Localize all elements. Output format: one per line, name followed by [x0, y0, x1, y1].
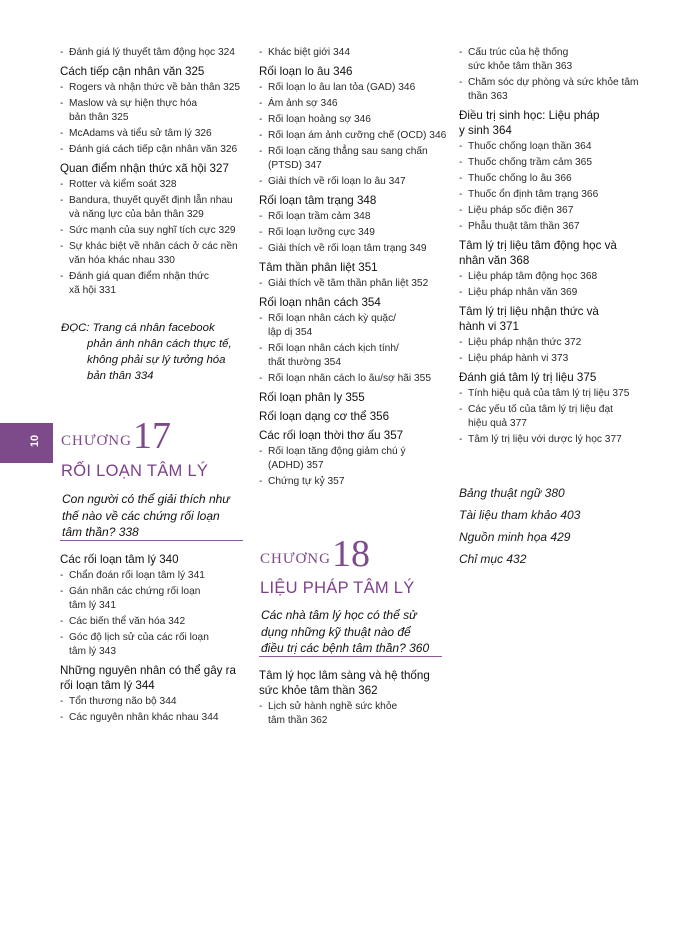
toc-entry-text: Rối loạn lo âu 346: [259, 65, 353, 78]
toc-subentry: [259, 97, 447, 111]
bullet-dash: -: [459, 271, 463, 282]
toc-subentry: [60, 194, 248, 222]
bullet-dash: -: [60, 586, 64, 597]
toc-entry-text: Chăm sóc dự phòng và sức khỏe tâm: [468, 77, 639, 88]
toc-column-2-part-2: [259, 668, 447, 728]
toc-subentry: [259, 277, 447, 291]
toc-subentry: [259, 700, 447, 728]
toc-subentry: [259, 81, 447, 95]
toc-subentry: [60, 631, 248, 659]
reading-note-line: bản thân 334: [87, 370, 154, 382]
toc-entry-text: McAdams và tiểu sử tâm lý 326: [69, 128, 212, 139]
toc-subentry: [259, 129, 447, 143]
toc-entry-text: Sức mạnh của suy nghĩ tích cực 329: [69, 225, 236, 236]
toc-subentry: [259, 475, 447, 489]
chapter-question: Con người có thể giải thích như thế nào về các chứng rối loạn tâm thần? 338: [62, 492, 230, 539]
toc-entry-text: tâm lý 343: [69, 646, 116, 657]
bullet-dash: -: [60, 82, 64, 93]
toc-entry-text: sức khỏe tâm thần 363: [468, 61, 573, 72]
toc-section-heading: [259, 295, 447, 310]
toc-entry-text: Tâm thần phân liệt 351: [259, 261, 378, 274]
toc-subentry: [259, 342, 447, 370]
toc-column-1-part-2: [60, 552, 248, 725]
toc-entry-text: Thuốc chống trầm cảm 365: [468, 157, 593, 168]
toc-entry-text: Sự khác biệt về nhân cách ở các nền: [69, 241, 238, 252]
toc-entry-text: lập dị 354: [268, 327, 313, 338]
reading-note-line: phản ánh nhân cách thực tế,: [87, 338, 232, 350]
toc-entry-text: hiệu quả 377: [468, 418, 527, 429]
bullet-dash: -: [459, 221, 463, 232]
toc-section-heading: [259, 64, 447, 79]
toc-entry-text: Bandura, thuyết quyết định lẫn nhau: [69, 195, 233, 206]
reading-note-line: ĐỌC: Trang cá nhân facebook: [61, 322, 215, 334]
bullet-dash: -: [60, 570, 64, 581]
bullet-dash: -: [459, 287, 463, 298]
bullet-dash: -: [459, 337, 463, 348]
toc-subentry: [259, 145, 447, 173]
toc-entry-text: rối loạn tâm lý 344: [60, 679, 155, 692]
bullet-dash: -: [60, 616, 64, 627]
chapter-rule: [60, 540, 243, 541]
toc-entry-text: Thuốc ổn định tâm trạng 366: [468, 189, 599, 200]
toc-subentry: [459, 336, 647, 350]
reading-note: [61, 320, 251, 384]
toc-subentry: [60, 178, 248, 192]
bullet-dash: -: [259, 446, 263, 457]
toc-subentry: [459, 172, 647, 186]
bullet-dash: -: [60, 696, 64, 707]
toc-subentry: [459, 270, 647, 284]
toc-entry-text: Tâm lý học lâm sàng và hệ thống: [259, 669, 430, 682]
toc-entry-text: Rối loạn lo âu lan tỏa (GAD) 346: [268, 82, 416, 93]
toc-section-heading: [60, 552, 248, 567]
toc-section-heading: [259, 193, 447, 208]
back-matter-item: Tài liệu tham khảo 403: [459, 508, 581, 522]
toc-entry-text: Liệu pháp tâm động học 368: [468, 271, 598, 282]
toc-entry-text: Rối loạn tăng động giảm chú ý: [268, 446, 406, 457]
bullet-dash: -: [259, 47, 263, 58]
bullet-dash: -: [259, 98, 263, 109]
bullet-dash: -: [60, 98, 64, 109]
toc-entry-text: Tâm lý trị liệu với dược lý học 377: [468, 434, 622, 445]
bullet-dash: -: [259, 130, 263, 141]
back-matter-item: Bảng thuật ngữ 380: [459, 486, 565, 500]
toc-section-heading: [459, 238, 647, 268]
bullet-dash: -: [60, 128, 64, 139]
toc-entry-text: Đánh giá tâm lý trị liệu 375: [459, 371, 597, 384]
bullet-dash: -: [459, 434, 463, 445]
chapter-word: CHƯƠNG: [61, 433, 132, 449]
bullet-dash: -: [60, 632, 64, 643]
page-number: 10: [29, 434, 42, 448]
toc-entry-text: Liệu pháp hành vi 373: [468, 353, 569, 364]
toc-entry-text: Liệu pháp sốc điện 367: [468, 205, 574, 216]
bullet-dash: -: [60, 225, 64, 236]
reading-note-line: không phải sự lý tưởng hóa: [87, 354, 226, 366]
toc-subentry: [60, 46, 248, 60]
toc-section-heading: [459, 304, 647, 334]
chapter-number: 18: [332, 533, 370, 575]
toc-entry-text: Lịch sử hành nghề sức khỏe: [268, 701, 398, 712]
toc-entry-text: Đánh giá quan điểm nhận thức: [69, 271, 209, 282]
toc-entry-text: thất thường 354: [268, 357, 341, 368]
bullet-dash: -: [259, 343, 263, 354]
bullet-dash: -: [459, 47, 463, 58]
toc-entry-text: Liệu pháp nhân văn 369: [468, 287, 578, 298]
bullet-dash: -: [60, 271, 64, 282]
toc-entry-text: thần 363: [468, 91, 508, 102]
toc-entry-text: bản thân 325: [69, 112, 129, 123]
bullet-dash: -: [60, 195, 64, 206]
toc-entry-text: Các rối loạn thời thơ ấu 357: [259, 429, 404, 442]
toc-entry-text: Rối loạn dạng cơ thể 356: [259, 410, 390, 423]
bullet-dash: -: [259, 114, 263, 125]
toc-entry-text: Rotter và kiểm soát 328: [69, 179, 177, 190]
toc-section-heading: [60, 161, 248, 176]
toc-entry-text: Tổn thương não bộ 344: [69, 696, 177, 707]
toc-subentry: [459, 286, 647, 300]
bullet-dash: -: [259, 211, 263, 222]
toc-entry-text: Giải thích về rối loạn lo âu 347: [268, 176, 406, 187]
back-matter-item: Nguồn minh họa 429: [459, 530, 571, 544]
toc-entry-text: Rối loạn phân ly 355: [259, 391, 365, 404]
bullet-dash: -: [259, 146, 263, 157]
toc-entry-text: y sinh 364: [459, 124, 512, 137]
toc-entry-text: Rối loạn trầm cảm 348: [268, 211, 371, 222]
toc-subentry: [259, 312, 447, 340]
bullet-dash: -: [459, 205, 463, 216]
toc-entry-text: Các nguyên nhân khác nhau 344: [69, 712, 219, 723]
toc-entry-text: Maslow và sự hiện thực hóa: [69, 98, 198, 109]
toc-entry-text: tâm lý 341: [69, 600, 116, 611]
toc-entry-text: (PTSD) 347: [268, 160, 322, 171]
toc-subentry: [60, 143, 248, 157]
toc-entry-text: Những nguyên nhân có thể gây ra: [60, 664, 236, 677]
chapter-rule: [259, 656, 442, 657]
toc-subentry: [459, 220, 647, 234]
bullet-dash: -: [459, 77, 463, 88]
bullet-dash: -: [60, 179, 64, 190]
toc-subentry: [60, 695, 248, 709]
toc-entry-text: hành vi 371: [459, 320, 519, 333]
toc-subentry: [259, 175, 447, 189]
toc-entry-text: Rối loạn ám ảnh cưỡng chế (OCD) 346: [268, 130, 447, 141]
bullet-dash: -: [60, 47, 64, 58]
toc-entry-text: Rối loạn tâm trạng 348: [259, 194, 377, 207]
toc-subentry: [459, 46, 647, 74]
toc-entry-text: Tâm lý trị liệu nhận thức và: [459, 305, 599, 318]
toc-subentry: [60, 711, 248, 725]
toc-subentry: [459, 352, 647, 366]
toc-entry-text: Thuốc chống lo âu 366: [468, 173, 572, 184]
toc-subentry: [60, 270, 248, 298]
toc-entry-text: Ám ảnh sợ 346: [268, 98, 338, 109]
bullet-dash: -: [459, 388, 463, 399]
toc-entry-text: Rogers và nhận thức về bản thân 325: [69, 82, 241, 93]
bullet-dash: -: [459, 353, 463, 364]
toc-entry-text: Đánh giá lý thuyết tâm động học 324: [69, 47, 235, 58]
toc-subentry: [259, 226, 447, 240]
bullet-dash: -: [259, 243, 263, 254]
toc-entry-text: Chứng tự kỷ 357: [268, 476, 345, 487]
bullet-dash: -: [459, 157, 463, 168]
toc-column-1: [60, 44, 248, 298]
toc-subentry: [60, 81, 248, 95]
toc-subentry: [259, 46, 447, 60]
toc-subentry: [60, 97, 248, 125]
chapter-title: RỐI LOẠN TÂM LÝ: [61, 462, 209, 480]
toc-subentry: [459, 433, 647, 447]
toc-subentry: [459, 156, 647, 170]
toc-subentry: [259, 445, 447, 473]
bullet-dash: -: [259, 176, 263, 187]
toc-entry-text: và năng lực của bản thân 329: [69, 209, 204, 220]
toc-entry-text: Giải thích về tâm thần phân liệt 352: [268, 278, 429, 289]
chapter-number: 17: [133, 415, 171, 457]
bullet-dash: -: [459, 141, 463, 152]
toc-subentry: [459, 204, 647, 218]
toc-entry-text: Cấu trúc của hệ thống: [468, 47, 569, 58]
toc-entry-text: Gán nhãn các chứng rối loạn: [69, 586, 201, 597]
toc-entry-text: Các yếu tố của tâm lý trị liệu đạt: [468, 404, 613, 415]
toc-section-heading: [60, 64, 248, 79]
toc-section-heading: [459, 370, 647, 385]
bullet-dash: -: [459, 189, 463, 200]
toc-column-3: [459, 44, 647, 447]
toc-entry-text: Các biến thể văn hóa 342: [69, 616, 186, 627]
bullet-dash: -: [60, 241, 64, 252]
chapter-18-heading: [259, 532, 449, 662]
toc-subentry: [60, 615, 248, 629]
toc-entry-text: văn hóa khác nhau 330: [69, 255, 175, 266]
toc-subentry: [259, 242, 447, 256]
toc-column-2: [259, 44, 447, 489]
bullet-dash: -: [259, 701, 263, 712]
toc-subentry: [259, 372, 447, 386]
toc-entry-text: Rối loạn nhân cách kịch tính/: [268, 343, 399, 354]
toc-subentry: [60, 127, 248, 141]
toc-subentry: [459, 188, 647, 202]
back-matter-list: [459, 482, 647, 570]
toc-entry-text: Rối loạn nhân cách kỳ quặc/: [268, 313, 396, 324]
bullet-dash: -: [259, 373, 263, 384]
toc-section-heading: [60, 663, 248, 693]
toc-entry-text: Cách tiếp cận nhân văn 325: [60, 65, 205, 78]
toc-entry-text: Rối loạn hoảng sợ 346: [268, 114, 371, 125]
toc-entry-text: Chẩn đoán rối loạn tâm lý 341: [69, 570, 205, 581]
chapter-17-heading: [60, 415, 250, 548]
back-matter-item: Chỉ mục 432: [459, 552, 527, 566]
toc-subentry: [60, 585, 248, 613]
page-number-tab: [0, 423, 53, 463]
bullet-dash: -: [259, 227, 263, 238]
toc-entry-text: sức khỏe tâm thần 362: [259, 684, 378, 697]
toc-subentry: [459, 387, 647, 401]
toc-entry-text: Tính hiệu quả của tâm lý trị liệu 375: [468, 388, 630, 399]
toc-entry-text: Quan điểm nhận thức xã hội 327: [60, 162, 229, 175]
toc-entry-text: xã hội 331: [69, 285, 117, 296]
chapter-question: Các nhà tâm lý học có thể sử dụng những kỹ thuật nào để điều trị các bệnh tâm thần? 360: [261, 608, 430, 655]
bullet-dash: -: [259, 278, 263, 289]
toc-subentry: [259, 113, 447, 127]
toc-entry-text: Giải thích về rối loạn tâm trạng 349: [268, 243, 427, 254]
toc-entry-text: Khác biệt giới 344: [268, 47, 351, 58]
toc-section-heading: [259, 668, 447, 698]
toc-subentry: [60, 224, 248, 238]
toc-entry-text: Điều trị sinh học: Liệu pháp: [459, 109, 600, 122]
toc-entry-text: Các rối loạn tâm lý 340: [60, 553, 179, 566]
bullet-dash: -: [459, 173, 463, 184]
toc-section-heading: [259, 260, 447, 275]
toc-entry-text: Tâm lý trị liệu tâm động học và: [459, 239, 617, 252]
bullet-dash: -: [259, 313, 263, 324]
toc-entry-text: Thuốc chống loạn thần 364: [468, 141, 592, 152]
toc-subentry: [60, 569, 248, 583]
bullet-dash: -: [60, 712, 64, 723]
toc-subentry: [259, 210, 447, 224]
bullet-dash: -: [459, 404, 463, 415]
toc-section-heading: [259, 428, 447, 443]
toc-entry-text: Rối loạn lưỡng cực 349: [268, 227, 375, 238]
toc-section-heading: [259, 390, 447, 405]
toc-subentry: [459, 403, 647, 431]
toc-subentry: [459, 76, 647, 104]
toc-entry-text: Rối loạn nhân cách 354: [259, 296, 381, 309]
bullet-dash: -: [259, 82, 263, 93]
toc-entry-text: Góc độ lịch sử của các rối loạn: [69, 632, 209, 643]
toc-entry-text: Liệu pháp nhận thức 372: [468, 337, 582, 348]
toc-entry-text: Phẫu thuật tâm thần 367: [468, 221, 580, 232]
chapter-title: LIỆU PHÁP TÂM LÝ: [260, 579, 415, 597]
bullet-dash: -: [60, 144, 64, 155]
toc-section-heading: [459, 108, 647, 138]
bullet-dash: -: [259, 476, 263, 487]
toc-entry-text: (ADHD) 357: [268, 460, 324, 471]
toc-entry-text: Rối loạn nhân cách lo âu/sợ hãi 355: [268, 373, 431, 384]
toc-subentry: [459, 140, 647, 154]
toc-section-heading: [259, 409, 447, 424]
chapter-word: CHƯƠNG: [260, 551, 331, 567]
toc-entry-text: Đánh giá cách tiếp cận nhân văn 326: [69, 144, 238, 155]
toc-entry-text: nhân văn 368: [459, 254, 530, 267]
toc-subentry: [60, 240, 248, 268]
toc-entry-text: Rối loạn căng thẳng sau sang chấn: [268, 146, 428, 157]
toc-entry-text: tâm thần 362: [268, 715, 328, 726]
